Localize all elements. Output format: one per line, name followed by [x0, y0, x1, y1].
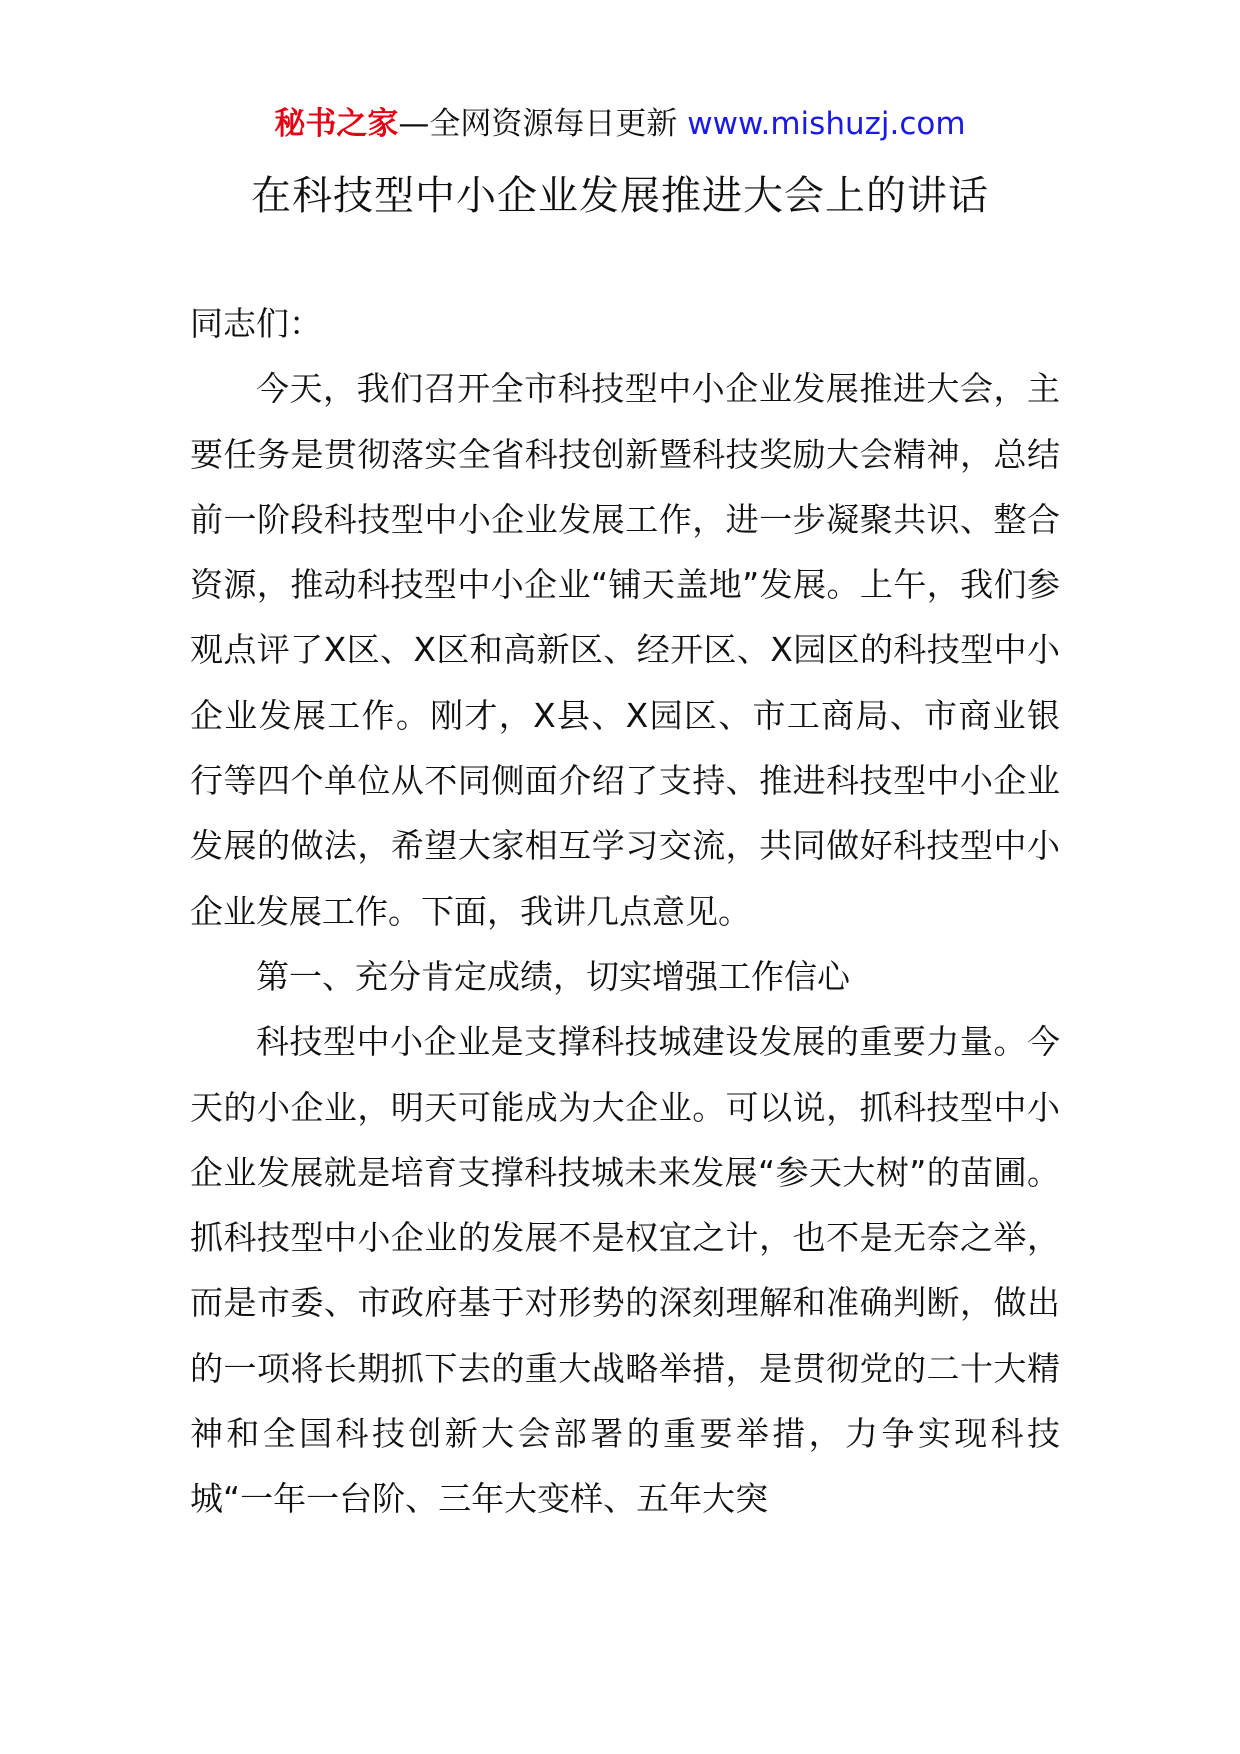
paragraph-intro: 今天，我们召开全市科技型中小企业发展推进大会，主要任务是贯彻落实全省科技创新暨科技奖励大会精神，总结前一阶段科技型中小企业发展工作，进一步凝聚共识、整合资源，推动科技型中小企业“铺天盖地”发展。上午，我们参观点评了X区、X区和高新区、经开区、X园区的科技型中小企业发展工作。刚才，X县、X园区、市工商局、市商业银行等四个单位从不同侧面介绍了支持、推进科技型中小企业发展的做法，希望大家相互学习交流，共同做好科技型中小企业发展工作。下面，我讲几点意见。	[190, 369, 1060, 931]
document-title: 在科技型中小企业发展推进大会上的讲话	[251, 173, 989, 219]
section-heading: 第一、充分肯定成绩，切实增强工作信心	[256, 956, 850, 996]
salutation: 同志们：	[190, 304, 322, 343]
brand-name: 秘书之家	[274, 106, 399, 142]
brand-tagline: —全网资源每日更新	[398, 106, 678, 142]
document-body	[190, 291, 1060, 1532]
site-header	[0, 102, 1240, 146]
paragraph-section-1: 科技型中小企业是支撑科技城建设发展的重要力量。今天的小企业，明天可能成为大企业。可以说，抓科技型中小企业发展就是培育支撑科技城未来发展“参天大树”的苗圃。抓科技型中小企业的发展不是权宜之计，也不是无奈之举，而是市委、市政府基于对形势的深刻理解和准确判断，做出的一项将长期抓下去的重大战略举措，是贯彻党的二十大精神和全国科技创新大会部署的重要举措，力争实现科技城“一年一台阶、三年大变样、五年大突	[190, 1022, 1060, 1519]
brand-url-link[interactable]: www.mishuzj.com	[687, 106, 966, 142]
